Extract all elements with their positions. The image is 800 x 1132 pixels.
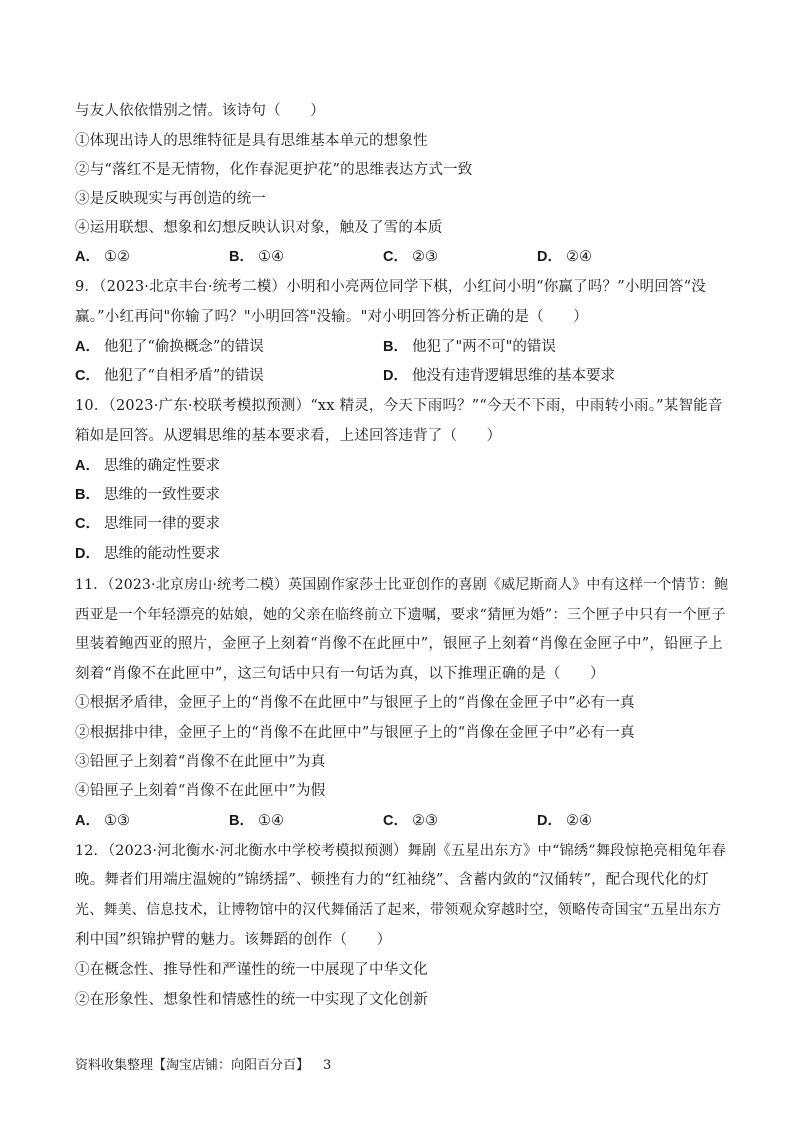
q12-stem-line-4: 利中国”织锦护臂的魅力。该舞蹈的创作（ ） [75, 932, 392, 948]
q8-option-b: B． ①④ [229, 249, 284, 265]
q8-option-c: C． ②③ [383, 249, 438, 265]
q10-option-b: B． 思维的一致性要求 [75, 487, 220, 503]
page-number: 3 [323, 1058, 332, 1073]
q11-statement-2: ②根据排中律，金匣子上的“肖像不在此匣中”与银匣子上的“肖像在金匣子中”必有一真 [75, 725, 635, 741]
footer-source-text: 资料收集整理【淘宝店铺：向阳百分百】 [75, 1058, 310, 1073]
q10-option-a: A． 思维的确定性要求 [75, 458, 220, 474]
q9-option-a: A． 他犯了“偷换概念”的错误 [75, 339, 264, 355]
q11-stem-line-3: 里装着鲍西亚的照片，金匣子上刻着“肖像不在此匣中”，银匣子上刻着“肖像在金匣子中”，铅匣子上 [75, 636, 723, 652]
page-footer [75, 1057, 331, 1075]
q8-statement-4: ④运用联想、想象和幻想反映认识对象，触及了雪的本质 [75, 220, 443, 236]
q10-option-d: D． 思维的能动性要求 [75, 546, 220, 562]
q8-statement-3: ③是反映现实与再创造的统一 [75, 191, 267, 207]
q11-option-a: A． ①③ [75, 813, 130, 829]
q10-option-c: C． 思维同一律的要求 [75, 516, 220, 532]
q8-statement-2: ②与“落红不是无情物，化作春泥更护花”的思维表达方式一致 [75, 162, 473, 178]
q8-statement-1: ①体现出诗人的思维特征是具有思维基本单元的想象性 [75, 133, 428, 149]
q12-statement-1: ①在概念性、推导性和严谨性的统一中展现了中华文化 [75, 962, 428, 978]
q11-statement-4: ④铅匣子上刻着“肖像不在此匣中”为假 [75, 783, 326, 799]
q11-stem-line-1: 11．（2023·北京房山·统考二模）英国剧作家莎士比亚创作的喜剧《威尼斯商人》中有这样一个情节：鲍 [75, 577, 729, 593]
q9-option-d: D． 他没有违背逻辑思维的基本要求 [383, 368, 615, 384]
q11-option-d: D． ②④ [537, 813, 592, 829]
q10-stem-line-2: 箱如是回答。从逻辑思维的基本要求看，上述回答违背了（ ） [75, 428, 502, 444]
q11-option-c: C． ②③ [383, 813, 438, 829]
q8-option-d: D． ②④ [537, 249, 592, 265]
q12-stem-line-1: 12．（2023·河北衡水·河北衡水中学校考模拟预测）舞剧《五星出东方》中“锦绣”舞段惊艳亮相兔年春 [75, 843, 726, 859]
q9-option-b: B． 他犯了"两不可"的错误 [383, 339, 556, 355]
q9-stem-line-1: 9．（2023·北京丰台·统考二模）小明和小亮两位同学下棋，小红问小明“你赢了吗？”小明回答“没 [75, 279, 706, 295]
q11-option-b: B． ①④ [229, 813, 284, 829]
q12-stem-line-2: 晚。舞者们用端庄温婉的“锦绣揺”、顿挫有力的“红袖绕”、含蓄内敛的“汉俑转”，配合现代化的灯 [75, 872, 709, 888]
q9-option-c: C． 他犯了“自相矛盾”的错误 [75, 368, 264, 384]
q11-stem-line-4: 刻着“肖像不在此匣中”，这三句话中只有一句话为真，以下推理正确的是（ ） [75, 666, 605, 682]
q10-stem-line-1: 10．（2023·广东·校联考模拟预测）“xx 精灵，今天下雨吗？”“今天不下雨，中雨转小雨。”某智能音 [75, 398, 723, 414]
q8-option-a: A． ①② [75, 249, 130, 265]
q11-stem-line-2: 西亚是一个年轻漂亮的姑娘，她的父亲在临终前立下遗嘱，要求“猜匣为婚”：三个匣子中只有一个匣子 [75, 607, 726, 623]
q12-statement-2: ②在形象性、想象性和情感性的统一中实现了文化创新 [75, 992, 428, 1008]
q9-stem-line-2: 赢。”小红再问"你输了吗？"小明回答"没输。"对小明回答分析正确的是（ ） [75, 309, 588, 325]
q11-statement-1: ①根据矛盾律，金匣子上的“肖像不在此匣中”与银匣子上的“肖像在金匣子中”必有一真 [75, 695, 635, 711]
q12-stem-line-3: 光、舞美、信息技术，让博物馆中的汉代舞俑活了起来，带领观众穿越时空，领略传奇国宝“五星出东方 [75, 902, 722, 918]
q8-stem-line: 与友人依依惜别之情。该诗句（ ） [75, 103, 325, 119]
q11-statement-3: ③铅匣子上刻着“肖像不在此匣中”为真 [75, 754, 326, 770]
